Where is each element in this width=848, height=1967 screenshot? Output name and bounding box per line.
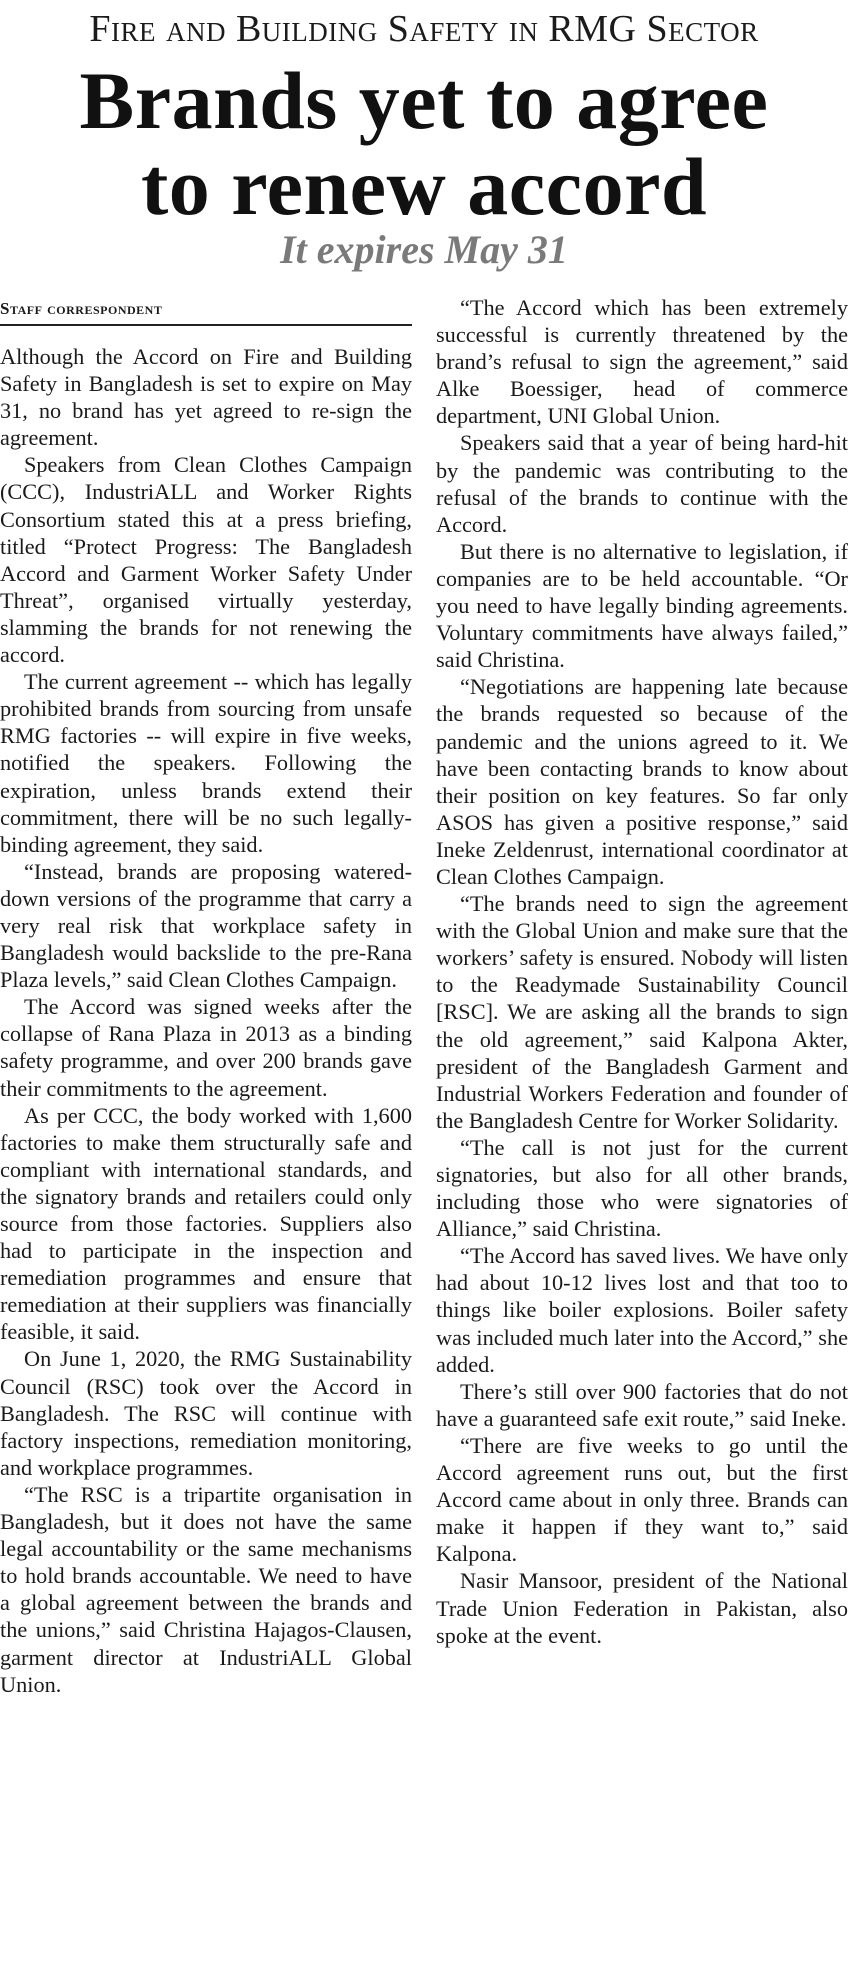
paragraph: There’s still over 900 factories that do not have a guaranteed safe exit route,” said Ineke.	[436, 1378, 848, 1431]
left-column	[0, 343, 412, 1698]
paragraph: Although the Accord on Fire and Building Safety in Bangladesh is set to expire on May 31, no brand has yet agreed to re-sign the agreement.	[0, 344, 412, 451]
subheadline: It expires May 31	[280, 227, 568, 272]
headline-line-2: to renew accord	[140, 141, 708, 232]
right-column	[436, 294, 848, 1649]
headline	[0, 55, 848, 232]
paragraph: Speakers from Clean Clothes Campaign (CCC), IndustriALL and Worker Rights Consortium stated this at a press briefing, titled “Protect Progress: The Bangladesh Accord and Garment Worker Safety Under Threat”, organised virtually yesterday, slamming the brands for not renewing the accord.	[0, 452, 412, 668]
paragraph: “Negotiations are happening late because the brands requested so because of the pandemic and the unions agreed to it. We have been contacting brands to know about their position on key features. So far only ASOS has given a positive response,” said Ineke Zeldenrust, international coordinator at Clean Clothes Campaign.	[436, 674, 848, 889]
paragraph: As per CCC, the body worked with 1,600 factories to make them structurally safe and compliant with international standards, and the signatory brands and retailers could only source from those factories. Suppliers also had to participate in the inspection and remediation programmes and ensure that remediation at their suppliers was financially feasible, it said.	[0, 1102, 412, 1345]
headline-line-1: Brands yet to agree	[79, 55, 769, 146]
paragraph: “Instead, brands are proposing watered-down versions of the programme that carry a very real risk that workplace safety in Bangladesh would backslide to the pre-Rana Plaza levels,” said Clean Clothes Campaign.	[0, 858, 412, 993]
paragraph: Nasir Mansoor, president of the National Trade Union Federation in Pakistan, also spoke at the event.	[436, 1568, 848, 1648]
paragraph: The Accord was signed weeks after the collapse of Rana Plaza in 2013 as a binding safety programme, and over 200 brands gave their commitments to the agreement.	[0, 994, 412, 1101]
byline: Staff correspondent	[0, 298, 412, 326]
paragraph: On June 1, 2020, the RMG Sustainability Council (RSC) took over the Accord in Bangladesh. The RSC will continue with factory inspections, remediation monitoring, and workplace programmes.	[0, 1346, 412, 1480]
paragraph: “The RSC is a tripartite organisation in Bangladesh, but it does not have the same legal accountability or the same mechanisms to hold brands accountable. We need to have a global agreement between the brands and the unions,” said Christina Hajagos-Clausen, garment director at IndustriALL Global Union.	[0, 1481, 412, 1697]
paragraph: “There are five weeks to go until the Accord agreement runs out, but the first Accord came about in only three. Brands can make it happen if they want to,” said Kalpona.	[436, 1432, 848, 1567]
paragraph: Speakers said that a year of being hard-hit by the pandemic was contributing to the refusal of the brands to continue with the Accord.	[436, 430, 848, 537]
section-kicker: Fire and Building Safety in RMG Sector	[89, 8, 759, 50]
paragraph: “The Accord which has been extremely successful is currently threatened by the brand’s refusal to sign the agreement,” said Alke Boessiger, head of commerce department, UNI Global Union.	[436, 295, 848, 429]
paragraph: The current agreement -- which has legally prohibited brands from sourcing from unsafe RMG factories -- will expire in five weeks, notified the speakers. Following the expiration, unless brands extend their commitment, there will be no such legally-binding agreement, they said.	[0, 669, 412, 857]
paragraph: “The Accord has saved lives. We have only had about 10-12 lives lost and that too to things like boiler explosions. Boiler safety was included much later into the Accord,” she added.	[436, 1243, 848, 1377]
paragraph: But there is no alternative to legislation, if companies are to be held accountable. “Or you need to have legally binding agreements. Voluntary commitments have always failed,” said Christina.	[436, 538, 848, 673]
paragraph: “The brands need to sign the agreement with the Global Union and make sure that the workers’ safety is ensured. Nobody will listen to the Readymade Sustainability Council [RSC]. We are asking all the brands to sign the old agreement,” said Kalpona Akter, president of the Bangladesh Garment and Industrial Workers Federation and founder of the Bangladesh Centre for Worker Solidarity.	[436, 891, 848, 1133]
paragraph: “The call is not just for the current signatories, but also for all other brands, including those who were signatories of Alliance,” said Christina.	[436, 1134, 848, 1242]
